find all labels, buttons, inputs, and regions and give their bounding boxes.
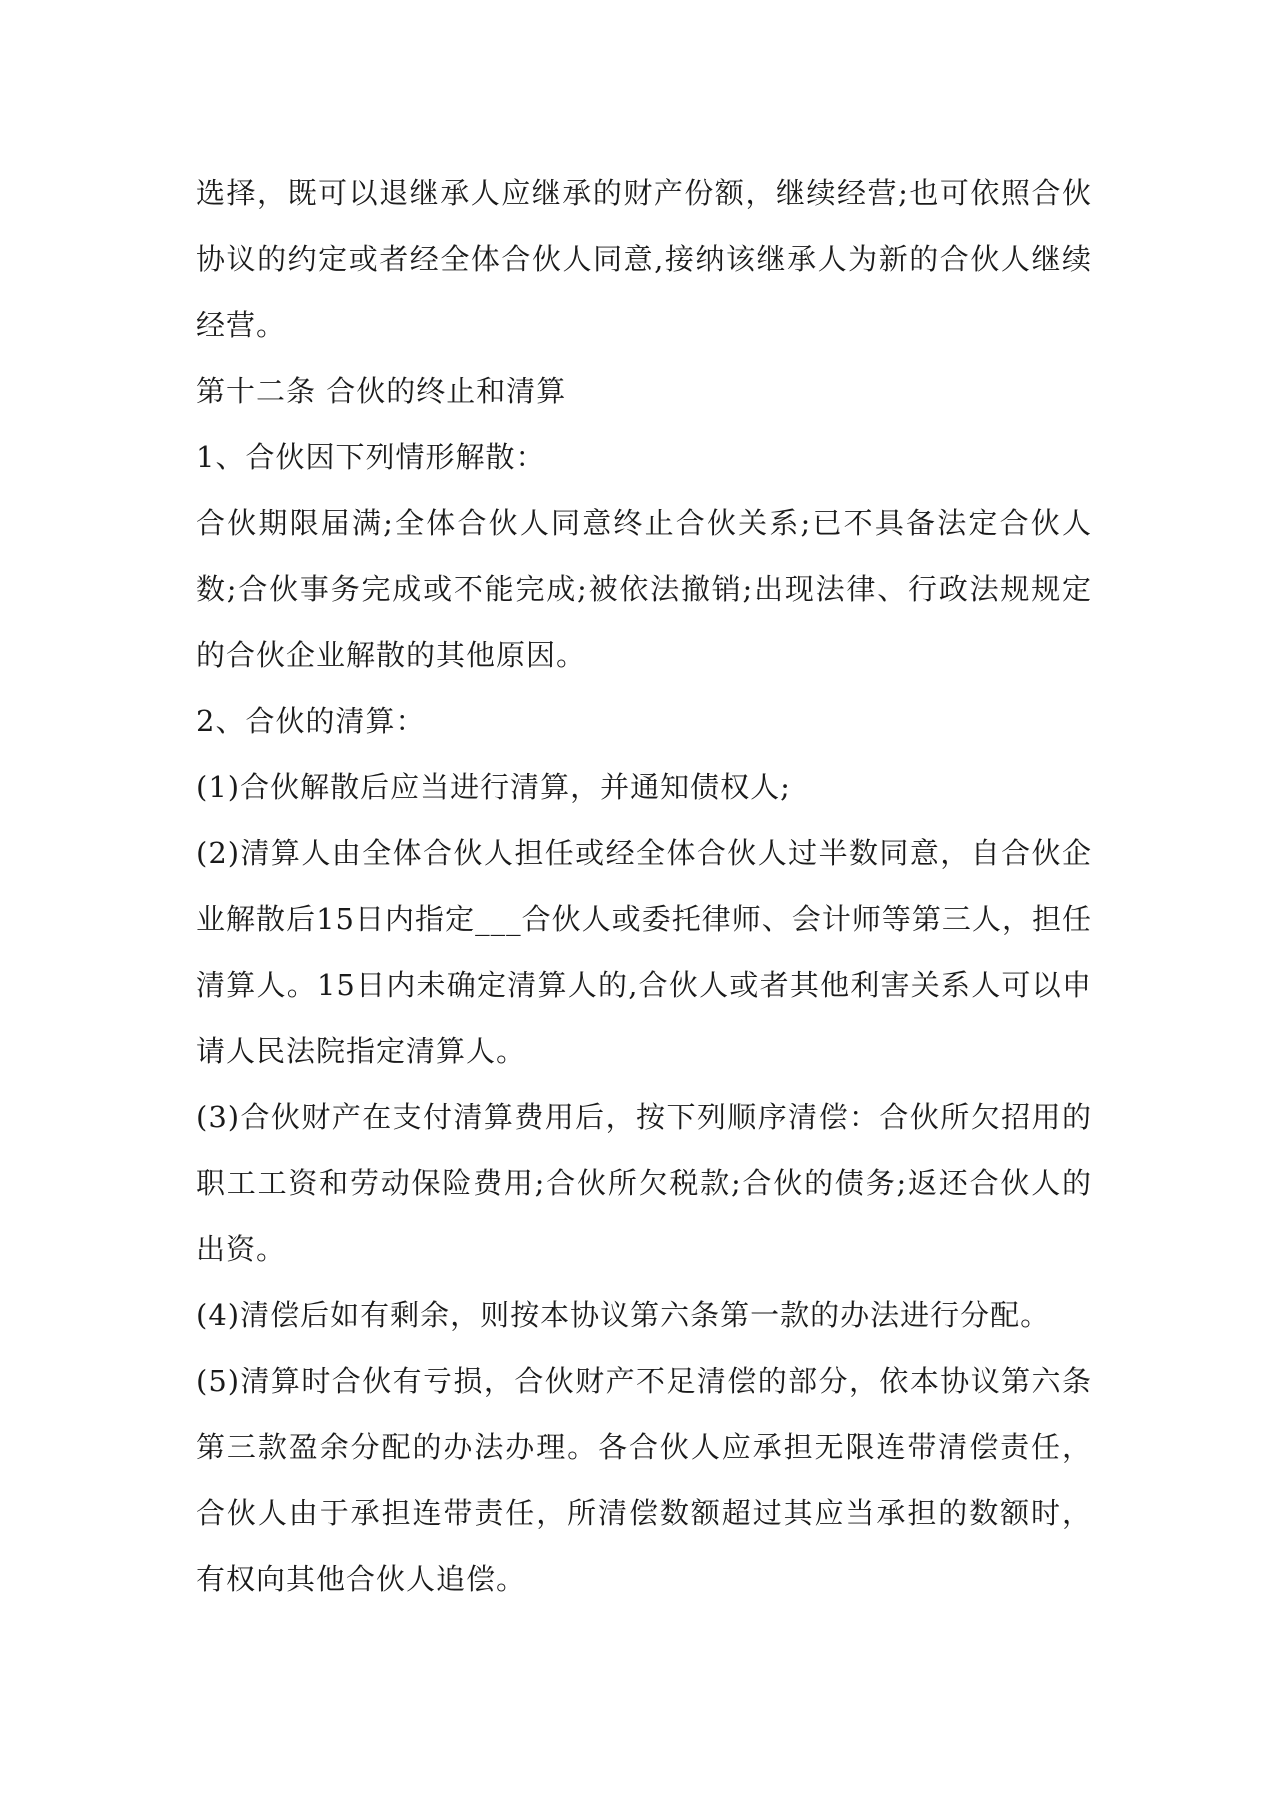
paragraph-dissolution-reasons: 合伙期限届满;全体合伙人同意终止合伙关系;已不具备法定合伙人数;合伙事务完成或不能完成;被依法撤销;出现法律、行政法规规定的合伙企业解散的其他原因。 (196, 506, 1092, 672)
item-5-loss-liability: (5)清算时合伙有亏损，合伙财产不足清偿的部分，依本协议第六条第三款盈余分配的办法办理。各合伙人应承担无限连带清偿责任，合伙人由于承担连带责任，所清偿数额超过其应当承担的数额时，有权向其他合伙人追偿。 (196, 1364, 1092, 1596)
item-2-liquidator-appointment: (2)清算人由全体合伙人担任或经全体合伙人过半数同意，自合伙企业解散后15日内指定___合伙人或委托律师、会计师等第三人，担任清算人。15日内未确定清算人的,合伙人或者其他利害关系人可以申请人民法院指定清算人。 (196, 836, 1092, 1068)
item-1-liquidation-notice: (1)合伙解散后应当进行清算，并通知债权人; (196, 770, 791, 804)
article-12-heading: 第十二条 合伙的终止和清算 (196, 374, 567, 408)
document-body (196, 160, 1092, 1612)
paragraph-inheritance-continuation: 选择，既可以退继承人应继承的财产份额，继续经营;也可依照合伙协议的约定或者经全体合伙人同意,接纳该继承人为新的合伙人继续经营。 (196, 176, 1092, 342)
clause-1-dissolution-heading: 1、合伙因下列情形解散： (196, 440, 546, 474)
clause-2-liquidation-heading: 2、合伙的清算： (196, 704, 426, 738)
item-3-repayment-order: (3)合伙财产在支付清算费用后，按下列顺序清偿：合伙所欠招用的职工工资和劳动保险费用;合伙所欠税款;合伙的债务;返还合伙人的出资。 (196, 1100, 1092, 1266)
item-4-surplus-distribution: (4)清偿后如有剩余，则按本协议第六条第一款的办法进行分配。 (196, 1298, 1051, 1332)
